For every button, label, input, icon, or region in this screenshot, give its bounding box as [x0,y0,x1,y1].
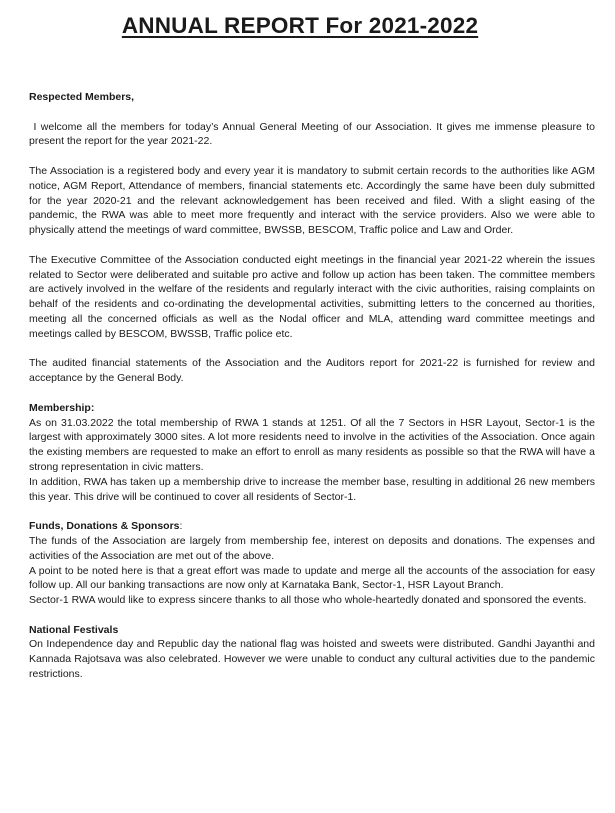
membership-paragraph-1: As on 31.03.2022 the total membership of RWA 1 stands at 1251. Of all the 7 Sectors in HSR Layout, Sector-1 is the largest with approximately 3000 sites. A lot more residents need to involve in the activities of the Association. Once again the existing members are requested to make an effort to enroll as many residents as possible so that the RWA will have a strong representation in civic matters. [29,416,595,473]
page-title: ANNUAL REPORT For 2021-2022 [121,13,479,38]
festivals-paragraph: On Independence day and Republic day the national flag was hoisted and sweets were distributed. Gandhi Jayanthi and Kannada Rajotsava was also celebrated. However we were unable to conduct any cultural activities due to the pandemic restrictions. [29,638,595,681]
audit-paragraph: The audited financial statements of the Association and the Auditors report for 2021-22 is furnished for review and acceptance by the General Body. [29,357,595,385]
committee-paragraph: The Executive Committee of the Association conducted eight meetings in the financial year 2021-22 wherein the issues related to Sector were deliberated and suitable pro active and follow up action has been taken. The committee members are actively involved in the welfare of the residents and regularly interact with the civic authorities, raising complaints on behalf of the residents and co-ordinating the developmental activities, submitting letters to the concerned au thorities, meeting all the concerned officials as well as the Nodal officer and MLA, attending ward committee meetings and meetings called by BESCOM, BWSSB, Traffic police etc. [29,253,595,340]
registration-paragraph: The Association is a registered body and every year it is mandatory to submit certain records to the authorities like AGM notice, AGM Report, Attendance of members, financial statements etc. Accordingly the same have been duly submitted for the year 2020-21 and the relevant acknowledgement has been received and filed. With a slight easing of the pandemic, the RWA was able to meet more frequently and interact with the service providers. Also we were able to physically attend the meetings of ward committee, BWSSB, BESCOM, Traffic police and Law and Order. [29,164,595,237]
intro-paragraph [29,120,595,150]
funds-paragraph-3: Sector-1 RWA would like to express sincere thanks to all those who whole-heartedly donated and sponsored the events. [29,594,587,607]
membership-paragraph-2: In addition, RWA has taken up a membership drive to increase the member base, resulting in additional 26 new members this year. This drive will be continued to cover all residents of Sector-1. [29,475,595,503]
salutation: Respected Members, [29,91,135,103]
report-body [29,90,595,682]
membership-heading: Membership: [29,401,95,414]
funds-heading-text: Funds, Donations & Sponsors [29,520,180,533]
funds-heading-colon: : [179,520,183,533]
funds-heading [29,519,595,534]
funds-paragraph-2: A point to be noted here is that a great effort was made to update and merge all the accounts of the association for easy follow up. All our banking transactions are now only at Karnataka Bank, Sector-1, HSR Layout Branch. [29,564,595,592]
festivals-heading: National Festivals [29,623,119,636]
intro-text: I welcome all the members for today’s Annual General Meeting of our Association. It gives me immense pleasure to present the report for the year 2021-22. [29,120,596,148]
funds-paragraph-1: The funds of the Association are largely from membership fee, interest on deposits and donations. The expenses and activities of the Association are met out of the above. [29,534,595,562]
